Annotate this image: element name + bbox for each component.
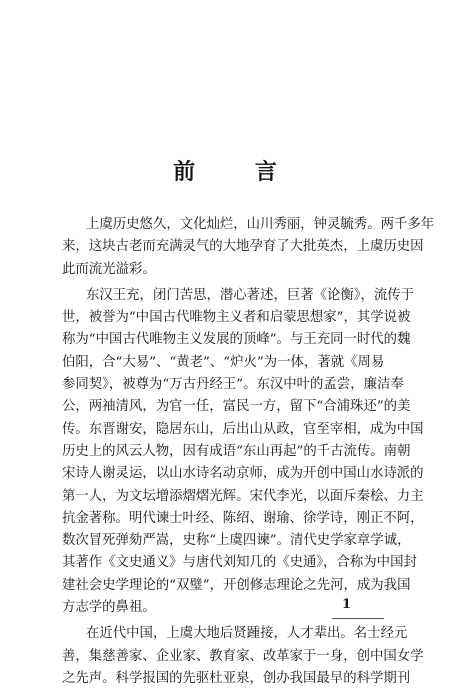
text-line: 数次冒死弹劾严嵩，史称“上虞四谏”。清代史学家章学诚，: [62, 533, 411, 549]
footer-rule: [332, 618, 384, 619]
text-line: 公，两袖清风，为官一任，富民一方，留下“合浦珠还”的美: [62, 399, 411, 415]
text-line: 上虞历史悠久，文化灿烂，山川秀丽，钟灵毓秀。两千多年: [86, 217, 435, 232]
text-line: 参同契》，被尊为“万古丹经王”。东汉中叶的孟尝，廉洁奉: [62, 377, 404, 393]
text-line: 其著作《文史通义》与唐代刘知几的《史通》，合称为中国封: [62, 555, 417, 571]
page-title: 前 言: [173, 159, 303, 185]
text-line: 世，被誉为“中国古代唯物主义者和启蒙思想家”，其学说被: [62, 310, 411, 326]
text-line: 抗金著称。明代谏士叶经、陈绍、谢瑜、徐学诗，刚正不阿，: [62, 510, 424, 526]
preface-body: [62, 214, 435, 694]
page-number: 1: [342, 597, 352, 612]
text-line: 之先声。科学报国的先驱杜亚泉，创办我国最早的科学期刊: [62, 670, 411, 686]
text-line: 来，这块古老而充满灵气的大地孕育了大批英杰，上虞历史因: [62, 239, 424, 255]
text-line: 建社会史学理论的“双璧”，开创修志理论之先河，成为我国: [62, 577, 411, 593]
text-line: 此而流光溢彩。: [62, 261, 156, 277]
text-line: 伯阳，合“大易”、“黄老”、“炉火”为一体，著就《周易: [62, 354, 385, 370]
paragraph: [62, 285, 424, 619]
text-line: 称为“中国古代唯物主义发展的顶峰”。与王充同一时代的魏: [62, 332, 411, 348]
paragraph: [62, 214, 435, 281]
text-line: 善，集慈善家、企业家、教育家、改革家于一身，创中国女学: [62, 648, 424, 664]
text-line: 历史上的风云人物，因有成语“东山再起”的千古流传。南朝: [62, 443, 411, 459]
text-line: 在近代中国，上虞大地后贤踵接，人才辈出。名士经元: [86, 626, 408, 642]
text-line: 宋诗人谢灵运，以山水诗名动京师，成为开创中国山水诗派的: [62, 466, 424, 482]
text-line: 东汉王充，闭门苦思，潜心著述，巨著《论衡》，流传于: [86, 287, 415, 303]
text-line: 传。东晋谢安，隐居东山，后出山从政，官至宰相，成为中国: [62, 421, 424, 437]
text-line: 第一人，为文坛增添熠熠光辉。宋代李光，以面斥秦桧、力主: [62, 488, 424, 504]
text-line: 方志学的鼻祖。: [62, 600, 156, 616]
